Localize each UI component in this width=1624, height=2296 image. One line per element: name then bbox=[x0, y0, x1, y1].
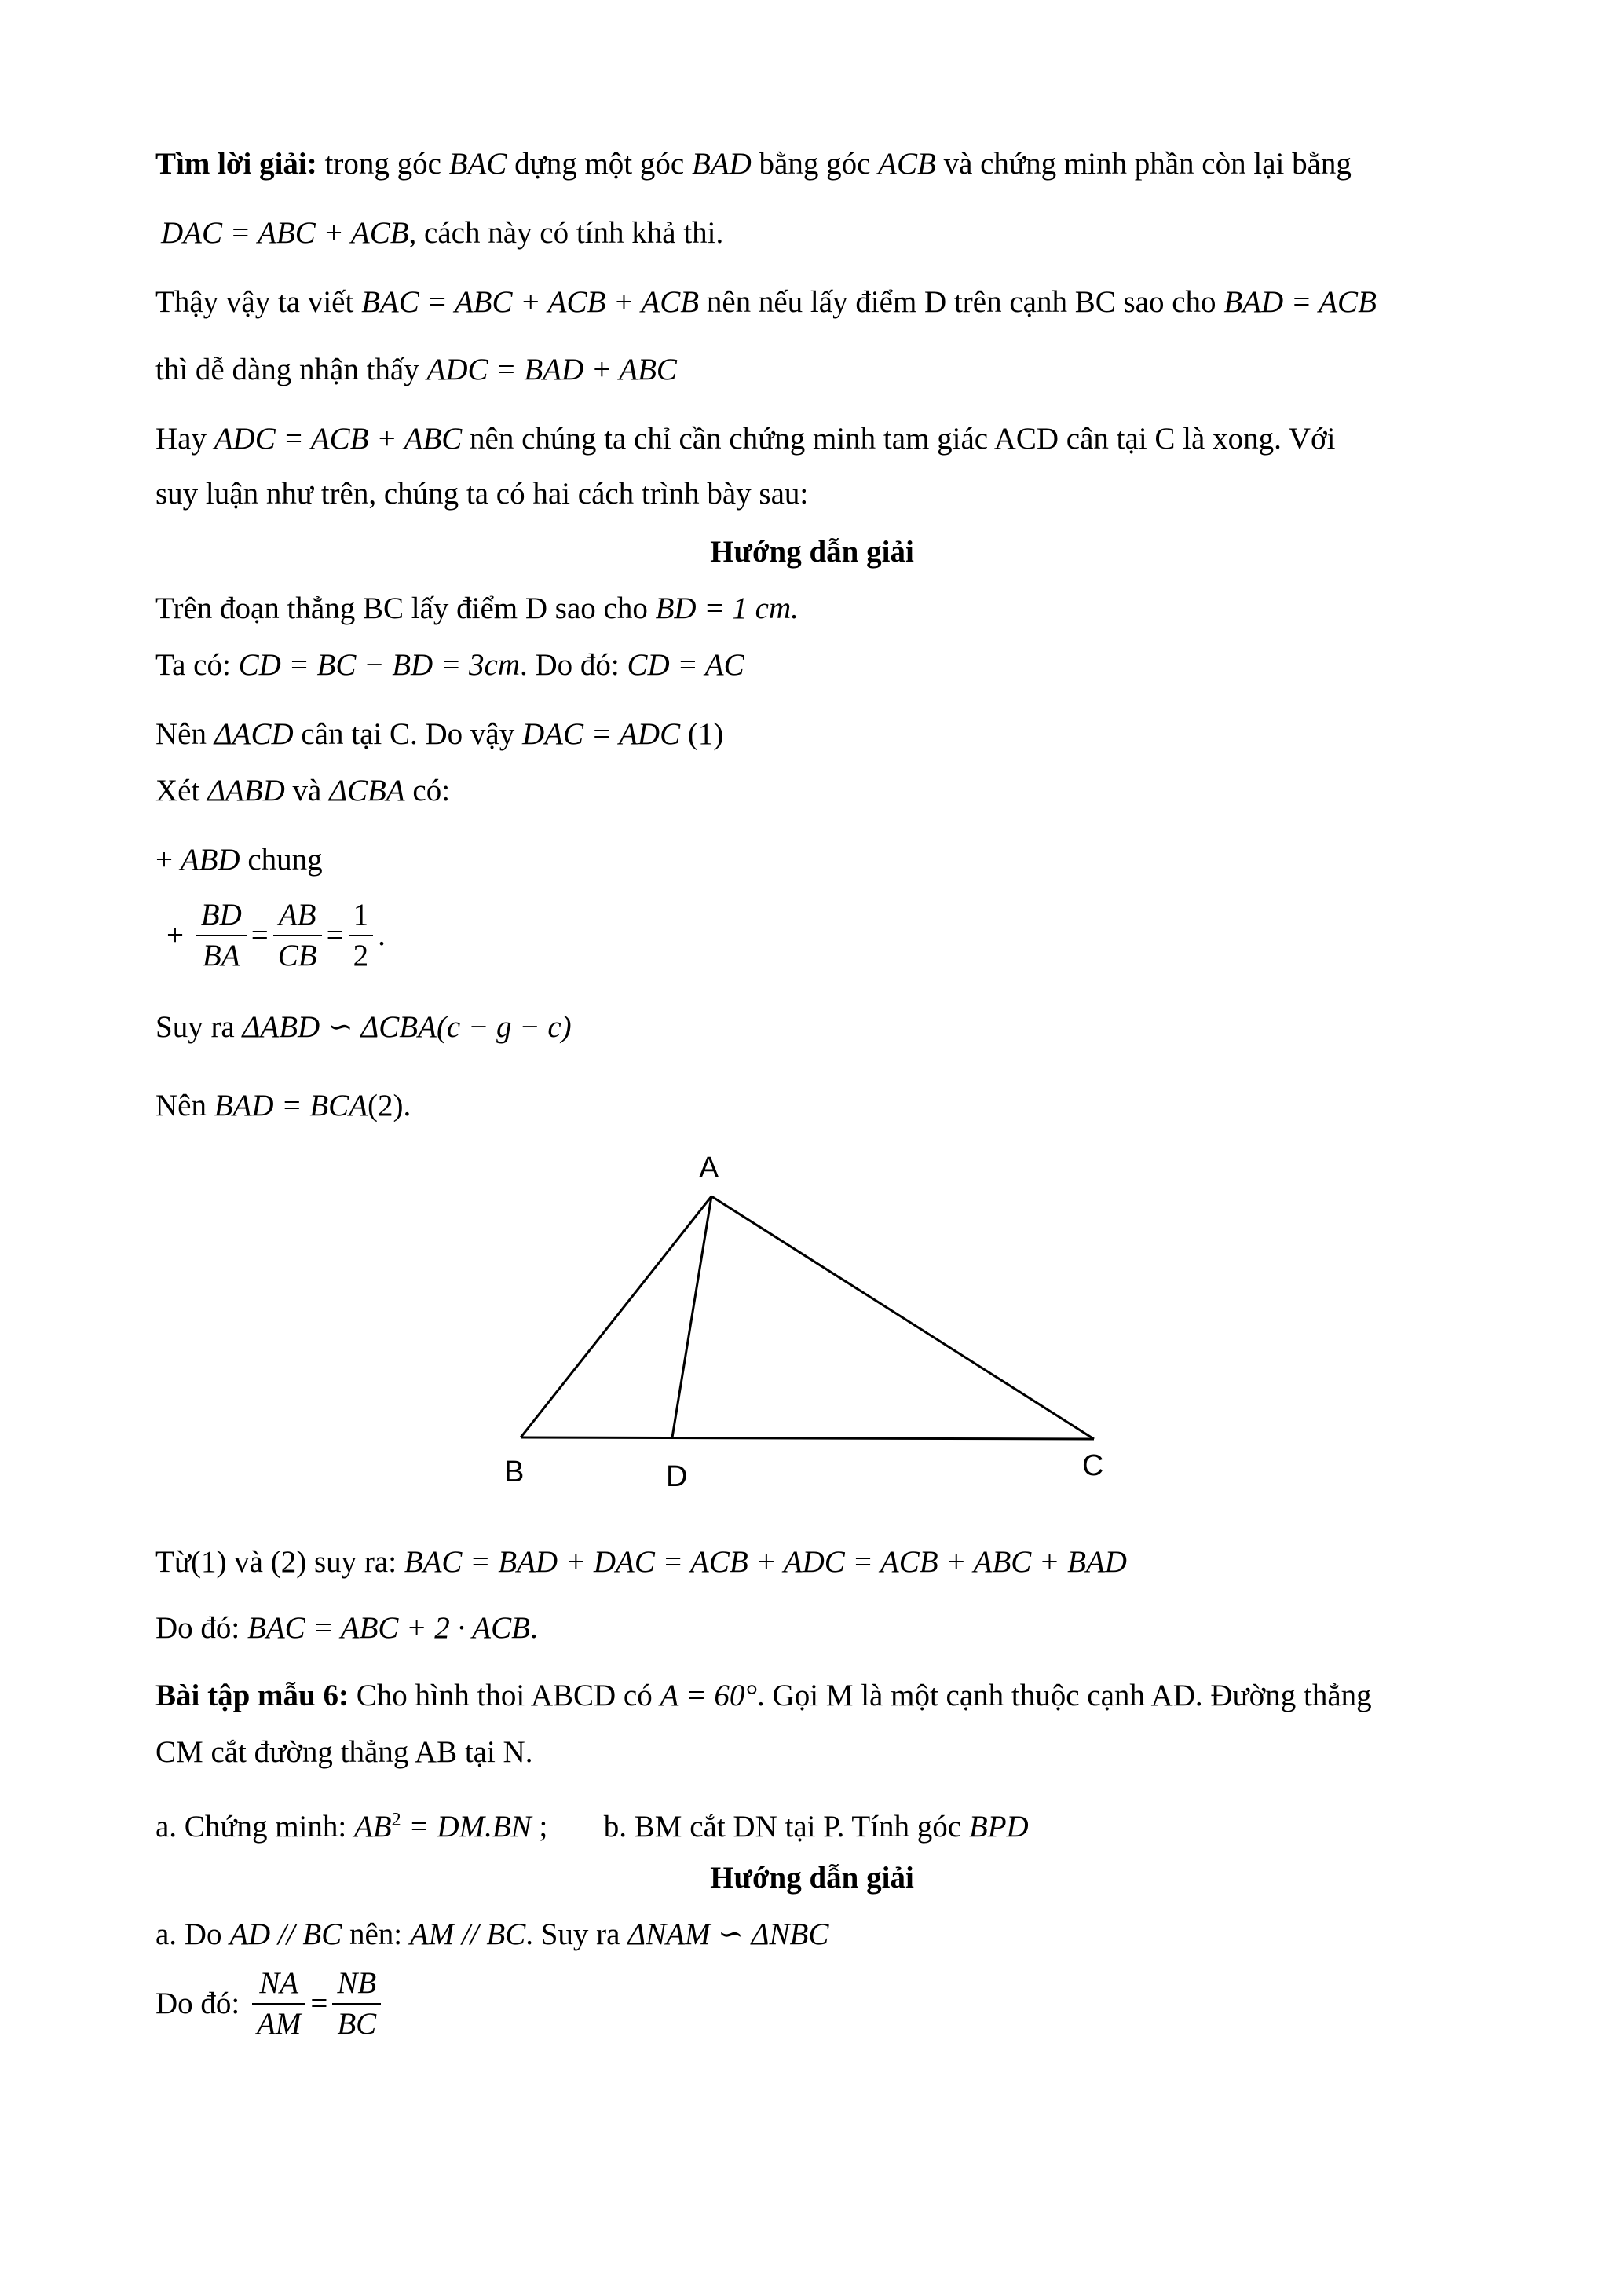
math-equation: CD = BC − BD = 3cm bbox=[238, 648, 520, 682]
denominator: BA bbox=[202, 939, 240, 972]
denominator: AM bbox=[257, 2007, 302, 2041]
text: có: bbox=[412, 774, 451, 807]
reason-line-3 bbox=[155, 284, 1377, 320]
plus-sign: + bbox=[155, 843, 173, 877]
math-triangle: ΔACD bbox=[214, 717, 294, 751]
math-bad: BAD bbox=[691, 147, 752, 181]
find-solution-line-2 bbox=[161, 215, 723, 251]
numerator: AB bbox=[273, 895, 322, 936]
math-equation: BAD = ACB bbox=[1223, 285, 1377, 319]
text: a. Chứng minh: bbox=[155, 1810, 347, 1844]
math-angle: A = 60° bbox=[660, 1679, 758, 1712]
solution-line-1 bbox=[155, 591, 799, 627]
segment-ad bbox=[672, 1196, 711, 1437]
label-d: D bbox=[666, 1460, 688, 1493]
text: dựng một góc bbox=[514, 147, 685, 181]
math-acb: ACB bbox=[878, 147, 936, 181]
numerator: BD bbox=[196, 895, 247, 936]
exercise-label: Bài tập mẫu 6: bbox=[155, 1679, 349, 1712]
math-ab: AB bbox=[353, 1810, 392, 1844]
text: . Gọi M là một cạnh thuộc cạnh AD. Đường thẳng bbox=[757, 1679, 1372, 1712]
exercise-6-line-2 bbox=[155, 1734, 532, 1771]
numerator: NA bbox=[252, 1964, 305, 2005]
exercise-6-line-1 bbox=[155, 1678, 1372, 1714]
text: Hay bbox=[155, 422, 207, 456]
text: (2). bbox=[368, 1089, 411, 1122]
math-equation: ADC = BAD + ABC bbox=[426, 353, 677, 386]
text: . Do đó: bbox=[520, 648, 620, 682]
text: , cách này có tính khả thi. bbox=[408, 216, 724, 250]
math-equation: BAC = BAD + DAC = ACB + ADC = ACB + ABC + BAD bbox=[404, 1545, 1127, 1579]
text: Do đó: bbox=[155, 1611, 240, 1645]
text: Thậy vậy ta viết bbox=[155, 285, 354, 319]
text: và bbox=[292, 774, 322, 807]
label-c: C bbox=[1082, 1449, 1104, 1482]
conclusion-line-2 bbox=[155, 1610, 538, 1646]
reason-line-4 bbox=[155, 352, 677, 388]
math-equation: ADC = ACB + ABC bbox=[214, 422, 463, 456]
solution-line-4 bbox=[155, 773, 450, 809]
denominator: CB bbox=[277, 939, 317, 972]
math-bac: BAC bbox=[448, 147, 507, 181]
text: cân tại C. Do vậy bbox=[301, 717, 515, 751]
math-equation: BD = 1 cm. bbox=[655, 591, 799, 625]
equals-sign: = bbox=[310, 1987, 328, 2020]
math-triangle: ΔCBA bbox=[329, 774, 405, 807]
text: Nên bbox=[155, 717, 207, 751]
solution-2-line-1 bbox=[155, 1917, 828, 1953]
math-angle: BPD bbox=[968, 1810, 1029, 1844]
math-similarity: ΔNAM ∽ ΔNBC bbox=[627, 1917, 829, 1951]
text: nên: bbox=[349, 1917, 403, 1951]
solution-line-5 bbox=[155, 842, 323, 878]
text: và chứng minh phần còn lại bằng bbox=[943, 147, 1352, 181]
text: Từ(1) và (2) suy ra: bbox=[155, 1545, 397, 1579]
segment-ac bbox=[711, 1196, 1094, 1439]
section-heading: Hướng dẫn giải bbox=[710, 535, 914, 569]
text: . Suy ra bbox=[525, 1917, 620, 1951]
find-solution-label: Tìm lời giải: bbox=[155, 147, 317, 181]
reason-line-6 bbox=[155, 476, 808, 512]
denominator: BC bbox=[337, 2007, 377, 2041]
math-equation: BAC = ABC + ACB + ACB bbox=[361, 285, 700, 319]
semicolon: ; bbox=[539, 1810, 548, 1844]
solution-line-6 bbox=[166, 895, 386, 976]
fraction-ab-cb bbox=[273, 895, 322, 976]
math-parallel: AM // BC bbox=[409, 1917, 526, 1951]
text: a. Do bbox=[155, 1917, 222, 1951]
triangle-figure bbox=[471, 1131, 1162, 1508]
text: Nên bbox=[155, 1089, 207, 1122]
label-a: A bbox=[699, 1152, 719, 1185]
math-equation: BAC = ABC + 2 · ACB bbox=[247, 1611, 530, 1645]
text: chung bbox=[247, 843, 323, 877]
fraction-na-am bbox=[252, 1964, 305, 2044]
exponent: 2 bbox=[391, 1810, 401, 1830]
text: Trên đoạn thẳng BC lấy điểm D sao cho bbox=[155, 591, 648, 625]
text: trong góc bbox=[324, 147, 441, 181]
section-heading: Hướng dẫn giải bbox=[710, 1861, 914, 1895]
fraction-nb-bc bbox=[332, 1964, 381, 2044]
math-equation: DAC = ADC bbox=[521, 717, 681, 751]
segment-bc bbox=[521, 1437, 1094, 1439]
plus-sign: + bbox=[166, 918, 184, 952]
math-equation: DAC = ABC + ACB bbox=[161, 216, 409, 250]
text: Cho hình thoi ABCD có bbox=[356, 1679, 653, 1712]
math-equation: BAD = BCA bbox=[214, 1089, 368, 1122]
exercise-6-line-3 bbox=[155, 1802, 1029, 1845]
math-angle: ABD bbox=[180, 843, 240, 877]
segment-ab bbox=[521, 1196, 711, 1437]
fraction-one-half bbox=[349, 895, 374, 976]
numerator: NB bbox=[332, 1964, 381, 2005]
solution-line-7 bbox=[155, 1009, 572, 1045]
math-case: (c − g − c) bbox=[436, 1010, 572, 1044]
text: Suy ra bbox=[155, 1010, 235, 1044]
text: b. BM cắt DN tại P. Tính góc bbox=[603, 1810, 962, 1844]
math-equation: = DM.BN bbox=[408, 1810, 532, 1844]
text: Ta có: bbox=[155, 648, 231, 682]
solution-line-8 bbox=[155, 1088, 411, 1124]
text: CM cắt đường thẳng AB tại N. bbox=[155, 1735, 533, 1769]
find-solution-line-1 bbox=[155, 146, 1352, 182]
text: bằng góc bbox=[759, 147, 871, 181]
solution-line-3 bbox=[155, 716, 723, 753]
text: nên nếu lấy điểm D trên cạnh BC sao cho bbox=[706, 285, 1216, 319]
conclusion-line-1 bbox=[155, 1544, 1127, 1580]
text: Do đó: bbox=[155, 1987, 240, 2020]
triangle-lines bbox=[521, 1196, 1094, 1439]
text: . bbox=[529, 1611, 538, 1645]
text: thì dễ dàng nhận thấy bbox=[155, 353, 419, 386]
math-triangle: ΔABD bbox=[207, 774, 285, 807]
numerator: 1 bbox=[349, 895, 374, 936]
denominator: 2 bbox=[353, 939, 369, 972]
math-parallel: AD // BC bbox=[229, 1917, 342, 1951]
solution-2-line-2 bbox=[155, 1964, 386, 2044]
period: . bbox=[378, 918, 386, 952]
text: suy luận như trên, chúng ta có hai cách trình bày sau: bbox=[155, 477, 809, 511]
math-equation: CD = AC bbox=[627, 648, 744, 682]
equals-sign: = bbox=[251, 918, 269, 952]
solution-line-2 bbox=[155, 647, 744, 683]
math-similarity: ΔABD ∽ ΔCBA bbox=[242, 1010, 437, 1044]
fraction-bd-ba bbox=[196, 895, 247, 976]
text: nên chúng ta chỉ cần chứng minh tam giác ACD cân tại C là xong. Với bbox=[470, 422, 1336, 456]
text: (1) bbox=[687, 717, 724, 751]
equals-sign: = bbox=[326, 918, 344, 952]
text: Xét bbox=[155, 774, 200, 807]
reason-line-5 bbox=[155, 421, 1336, 457]
label-b: B bbox=[504, 1456, 525, 1489]
